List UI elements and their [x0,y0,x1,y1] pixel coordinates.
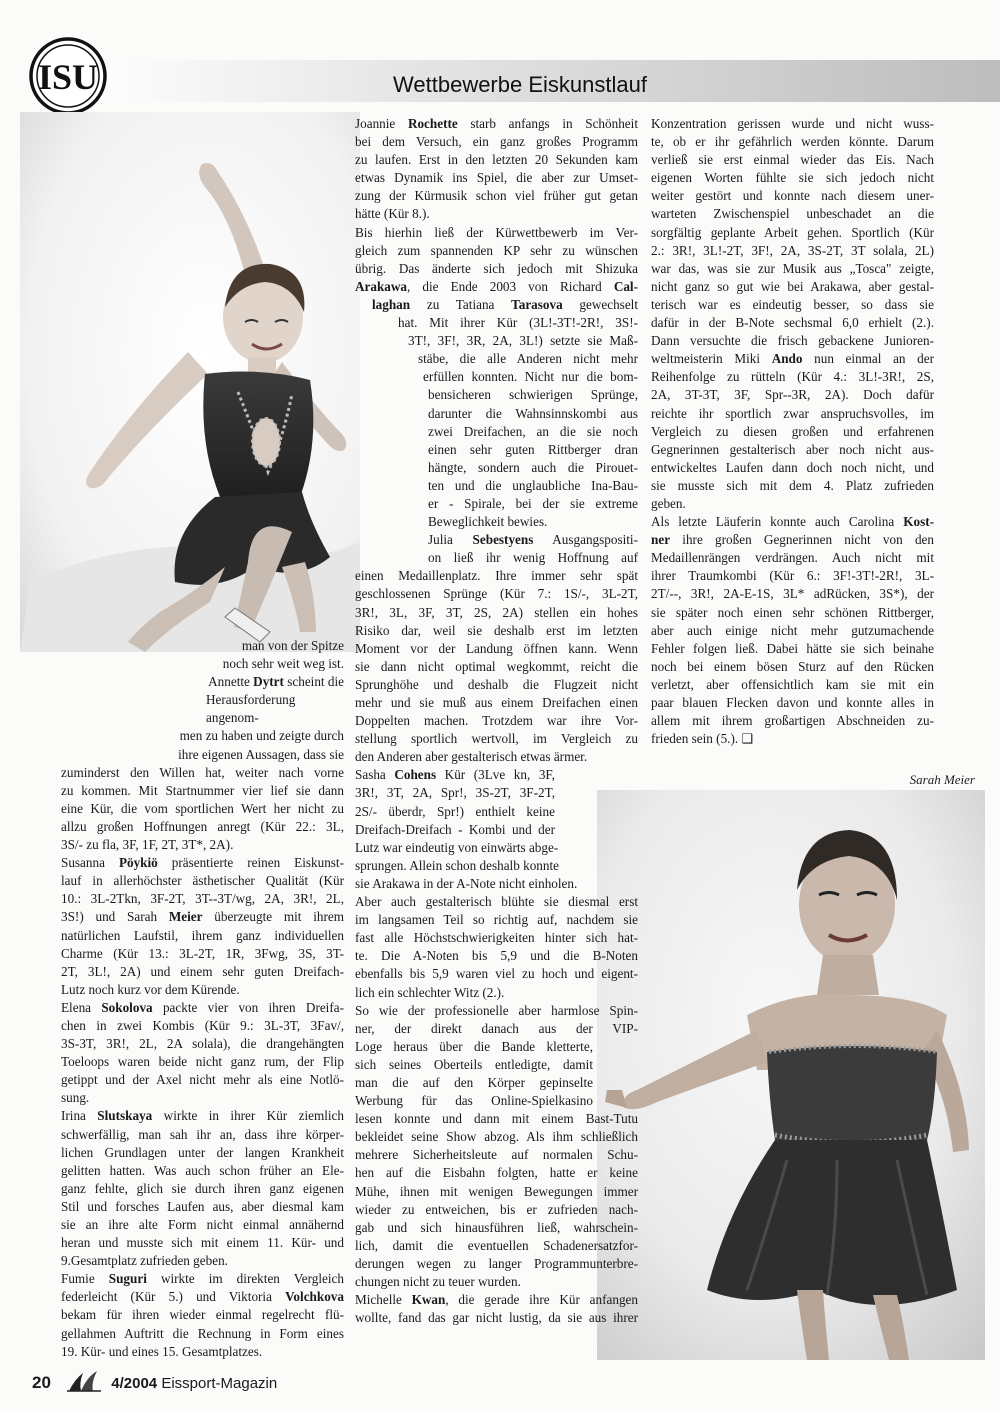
skater-name: Slutskaya [97,1108,153,1124]
text-line: zuminderst den Willen hat, weiter nach vorne [61,764,344,780]
text-line: Reihenfolge zu rütteln (Kür 4.: 3L!-3R!, 2S, [651,369,934,385]
text-line: zu laufen. Erst in den letzten 20 Sekunden kam [355,152,638,168]
text-run: weltmeisterin Miki [651,351,772,367]
text-line: bekleidet seine Show abzog. Als ihm schließlich [355,1129,638,1145]
text-line: sie dann nicht optimal wegkommt, reicht die [355,658,638,674]
skater-name: laghan [372,296,411,312]
text-line: Loge heraus über die Bande kletterte, [355,1038,593,1054]
text-line: 10.: 3L-2Tkn, 3F-2T, 3T--3T/wg, 2A, 3R!, 2L, [61,891,344,907]
text-line: Gegnerinnen gestalterisch aber noch nicht aus- [651,441,934,457]
text-line: sorgfältig geplante Arbeit gehen. Sportlich (Kür [651,224,934,240]
text-line: ebenfalls bis 5,9 waren viel zu hoch und eigent- [355,966,638,982]
text-line: natürlichen Laufstil, ihrem ganz individuellen [61,927,344,943]
text-run: starb anfangs in Schönheit [457,116,638,131]
text-line: zwei Dreifachen, an die sie noch [428,423,638,439]
text-line: Medaillenrängen verdrängen. Auch nicht mit [651,550,934,566]
text-line: sie musste sich mit dem 4. Platz zufrieden [651,477,934,493]
text-line [61,1288,344,1306]
text-line: wieder zu entweichen, bis er zufrieden nach- [355,1201,638,1217]
skater-name: Rochette [407,116,458,131]
text-run: , die Ende 2003 von Richard [407,278,614,294]
text-line: 2T, 3L!, 2A) und einem sehr guten Dreifach- [61,963,344,979]
text-line: mehrere Sicherheitsleute auf normalen Schu- [355,1147,638,1163]
text-line: bei dem Versuch, ein ganz großes Programm [355,134,638,150]
text-line: frieden sein (5.). ❑ [651,731,754,747]
text-line: Dann versuchte die frisch gebackene Junioren- [651,333,934,349]
skater-name: Sebestyens [472,532,534,548]
text-line: schwerfällig, man sah ihr an, dass ihre körper- [61,1126,344,1142]
text-line: heran und musste sich mit einem 11. Kür- und [61,1235,344,1251]
text-line: Mühe, ihnen mit wenigen Bewegungen immer [355,1183,638,1199]
text-line [372,296,638,314]
skater-name: Kost- [903,514,934,530]
skater-name: Ando [771,351,803,367]
text-run: Irina [61,1108,98,1124]
text-line [61,1107,344,1125]
text-line: ner, der direkt danach aus der VIP- [355,1020,638,1036]
text-line: lichen Grundlagen unter der langen Krankheit [61,1144,344,1160]
text-line: stäbe, die alle Anderen nicht mehr [418,351,638,367]
text-line [61,673,344,691]
text-line: sprungen. Allein schon deshalb konnte [355,857,560,873]
text-line: Fehler folgen ließ. Dabei hätte sie sich beinahe [651,640,934,656]
text-line: 3R!, 3T, 2A, Spr!, 3S-2T, 3F-2T, [355,785,555,801]
text-line: men zu haben und zeigte durch [179,728,344,744]
skater-name: Kwan [411,1292,446,1308]
text-line [651,513,934,531]
text-line: Lutz noch kurz vor dem Kürende. [61,981,240,997]
text-line: lich, damit die eventuellen Schadenersatzfor- [355,1237,638,1253]
text-line [428,531,638,549]
text-line [61,854,344,872]
skater-name: Suguri [108,1271,147,1287]
text-line: Konzentration gerissen wurde und nicht wuss- [651,116,934,131]
text-line: allzu großen Hoffnungen anregt (Kür 22.: 3L, [61,818,344,834]
article-column-left [61,637,344,1361]
text-line: 3R!, 3L, 3F, 3T, 2S, 2A) stellen ein hohes [355,604,638,620]
text-line: man von der Spitze [241,638,344,653]
issue-number: 4/2004 [111,1375,158,1392]
caption-name: Sarah Meier [909,772,975,787]
text-line: chen in zwei Kombis (Kür 9.: 3L-3T, 3Fav/, [61,1017,344,1033]
text-line: gleich zum spannenden KP sehr zu wünschen [355,242,638,258]
text-line: sie an ihre alte Form nicht einmal annähernd [61,1217,344,1232]
text-line: Vergleich zu diesen großen und erfahrenen [651,423,934,439]
text-line: Stil und forsches Laufen aus, aber diesmal kam [61,1198,344,1214]
text-line: etwas Dynamik ins Spiel, die aber zur Umset- [355,170,638,186]
photo-sarah-meier [597,790,985,1360]
text-line: getippt und der Axel nicht mehr als eine Notlö- [61,1072,344,1088]
text-line: man die auf den Körper gepinselte [355,1074,593,1090]
text-run: ihre großen Gegnerinnen nicht von den [670,532,934,548]
text-run: Michelle [355,1292,412,1308]
text-line: stellung sportlich wertvoll, im Vergleich zu [355,731,638,747]
text-line: hängte, sondern auch die Pirouet- [428,459,638,475]
page-title: Wettbewerbe Eiskunstlauf [393,72,647,97]
text-line: verließ sie erst einmal wieder das Eis. Nach [651,152,934,168]
text-line: 3S-3T, 3R!, 2L, 2A solala), die drangehängten [61,1036,344,1052]
text-run: Julia [428,532,473,548]
text-run: zu Tatiana [410,296,512,312]
text-line: sung. [61,1090,90,1106]
text-line: Herausforderung angenom- [206,692,296,726]
text-line: on ließ ihr wenig Hoffnung auf [428,550,638,566]
magazine-logo-icon [65,1369,103,1393]
text-line: gab und sich hinausführen ließ, wahrschein- [355,1219,638,1235]
text-run: packte vier von ihren Dreifa- [152,999,344,1015]
text-line: 3S/- zu fla, 3F, 1F, 2T, 3T*, 2A). [61,837,234,853]
text-line: fast alle Höchstschwierigkeiten hinter sich hat- [355,930,638,946]
text-line: allem mit ihrem großartigen Abschneiden zu- [651,713,934,729]
text-line: warteten Zwischenspiel unbeschadet an die [651,206,934,222]
text-line: übrig. Das änderte sich jedoch mit Shizuka [355,260,638,276]
text-line: ihre eigenen Aussagen, dass sie [178,746,344,762]
skater-name: Meier [168,909,203,925]
text-line: ihrer Traumkombi (Kür 6.: 3F!-3T!-2R!, 3L- [651,568,934,584]
text-line: 2T/--, 3R!, 2A-E-1S, 3L* adRücken, 3S*), der [651,586,934,602]
text-line: Sprunghöhe und deshalb die Flugzeit nicht [355,676,638,692]
page-number: 20 [32,1373,51,1392]
text-line [61,1270,344,1288]
text-line: chungen nicht zu teuer wurden. [355,1274,521,1289]
text-line: geben. [651,495,686,511]
text-line: zung der Kürmusik schon viel früher gut getan [355,188,638,204]
text-line: eigenen Worten fühlte sie sich jedoch nicht [651,170,934,186]
text-run: nun einmal an der [802,351,934,367]
text-run: scheint die [283,674,344,690]
text-line: dafür in der B-Note sechsmal 6,0 erhielt (2.). [651,315,934,331]
text-line: im langsamen Teil so richtig auf, nachdem sie [355,912,638,928]
text-line: Aber auch gestalterisch blühte sie diesmal erst [355,894,638,910]
text-line: erfüllen konnten. Nicht nur die bom- [423,369,638,385]
text-line: sie Arakawa in der A-Note nicht einholen. [355,875,578,891]
text-line: 19. Kür- und eines 15. Gesamtplatzes. [61,1343,263,1359]
text-line: wollte, fand das gar nicht lustig, da sie aus ihrer [355,1310,638,1326]
text-run: Susanna [61,855,119,871]
magazine-name: Eissport-Magazin [161,1375,278,1392]
text-line: ganz fehlte, glich sie durch ihren ganz eigenen [61,1180,344,1196]
text-line [355,115,638,133]
text-line: mehr und sie muß aus einem Dreifachen einen [355,695,638,710]
text-run: überzeugte mit ihrem [202,909,344,925]
text-run: 3S!) und Sarah [61,909,169,925]
text-line [355,278,638,296]
text-line: zu kommen. Mit Startnummer vier lief sie dann [61,782,344,798]
text-line: gellahmen Auftritt die Rechnung in Form eines [61,1325,344,1341]
text-line: 3T!, 3F!, 3R, 2A, 3L!) setzte sie Maß- [408,333,638,349]
text-line: Werbung für das Online-Spielkasino [355,1093,593,1109]
page-footer [32,1369,277,1393]
text-line: war das, was sie zur Musik aus „Tosca" zeigte, [651,260,934,276]
text-line: einen sehr guten Rittberger dran [428,441,638,457]
text-run: Fumie [61,1271,109,1287]
article-column-right [651,115,934,748]
text-line: paar blauen Flecken davon und konnte alles in [651,695,934,710]
text-line: nicht ganz so gut wie bei Arakawa, aber gestal- [651,278,934,294]
skater-name: ner [651,532,671,548]
text-line: bensicheren schwierigen Sprünge, [428,387,638,403]
text-run: Kür (3Lve kn, 3F, [436,767,555,783]
skater-name: Sokolova [101,999,153,1015]
text-line: Doppelten machen. Trotzdem war ihre Vor- [355,713,638,729]
text-line: te, ob er ihr gefährlich werden könnte. Darum [651,134,934,150]
text-line: lauf in allerhöchster ästhetischer Qualität (Kür [61,873,344,889]
text-line: Lutz war eindeutig von einwärts abge- [355,839,559,855]
text-line: aber auch einige nicht mehr gutzumachende [651,622,934,638]
isu-logo-icon [28,36,108,116]
text-line: 2S/- überdr, Spr!) enthielt keine [355,803,555,819]
text-line: gelitten hatten. Was auch schon früher an Ele- [61,1162,344,1178]
text-run: Annette [208,674,254,690]
text-line: noch sehr weit weg ist. [222,656,344,672]
text-line: terisch war es eindeutig besser, so dass sie [651,296,934,312]
text-line: hätte (Kür 8.). [355,206,430,222]
text-run: federleicht (Kür 5.) und Viktoria [61,1289,286,1305]
text-line: verletzt, aber offensichtlich kam sie mit ein [651,676,934,692]
skater-name: Cal- [613,278,638,294]
text-line: Charme (Kür 13.: 3L-2T, 1R, 3Fwg, 3S, 3T- [61,945,344,961]
text-line [355,766,555,784]
text-line: den Anderen aber gestalterisch etwas ärmer. [355,749,588,765]
text-line: er - Spirale, bei der sie extreme [428,495,638,511]
text-line: hat. Mit ihrer Kür (3L!-3T!-2R!, 3S!- [398,315,638,331]
text-line [651,350,934,368]
text-line [61,999,344,1017]
text-run: wirkte im direkten Vergleich [146,1271,344,1287]
text-line: einen Medaillenplatz. Ihre immer sehr spät [355,568,638,584]
skater-name: Pöykiö [118,855,158,871]
text-line: Moment vor der Landung öffnen kann. Wenn [355,640,638,656]
text-line: Bis hierhin ließ der Kürwettbewerb im Ver- [355,224,638,240]
text-run: Sasha [355,767,395,783]
text-run: Als letzte Läuferin konnte auch Carolina [651,514,904,530]
svg-text:ISU: ISU [37,57,99,97]
text-run: wirkte in ihrer Kür ziemlich [152,1108,344,1124]
text-line: lesen konnte und dann mit einem Bast-Tutu [355,1111,638,1127]
text-line: 2A, 3T-3T, 3F, Spr--3R, 2A). Doch dafür [651,387,934,403]
skater-name: Tarasova [511,296,563,312]
text-run: Elena [61,999,102,1015]
text-line: Risiko dar, weil sie deshalb erst im letzten [355,622,638,638]
text-run: , die gerade ihre Kür anfangen [445,1292,638,1308]
text-run: Ausgangspositi- [533,532,638,548]
text-line [61,908,344,926]
text-run: präsentierte reinen Eiskunst- [157,855,344,871]
text-line: lich ein schlechter Witz (2.). [355,984,505,1000]
text-line: Beweglichkeit bewies. [428,514,548,530]
text-line: noch bei einem bösen Sturz auf den Rücken [651,658,934,674]
skater-name: Volchkova [285,1289,344,1305]
text-line: bekam für ihren wieder einmal regelrecht flü- [61,1307,344,1323]
article-column-middle [355,115,640,1327]
text-line: darunter die Wahnsinnskombi aus [428,405,638,421]
text-line: sich seines Oberteils entledigte, damit [355,1056,593,1072]
skater-name: Cohens [394,767,437,783]
text-line: hen auf die Eisbahn folgten, hatte er keine [355,1165,638,1181]
text-line: 2.: 3R!, 3L!-2T, 3F!, 2A, 3S-2T, 3T solala, 2L) [651,242,934,258]
text-line: derungen wegen zu langer Programmunterbre- [355,1255,638,1271]
text-line: Dreifach-Dreifach - Kombi und der [355,821,555,837]
photo-carolina-kostner [20,112,360,652]
text-line [651,531,934,549]
text-line [355,1291,638,1309]
text-line: Toeloops waren beide nicht ganz rum, der Flip [61,1054,344,1070]
text-line: te. Die A-Noten bis 5,9 und die B-Noten [355,948,638,964]
text-line: entwickeltes Laufen dann doch noch nicht, und [651,459,934,475]
text-line: sie später noch einen sehr schönen Rittberger, [651,604,934,620]
text-run: gewechselt [562,296,638,312]
skater-name: Dytrt [253,674,284,690]
text-line: reichte ihr sportlich zwar anspruchsvolles, im [651,405,934,421]
text-line: eine Kür, die vom sportlichen Wert her nicht zu [61,800,344,816]
text-line: So wie der professionelle aber harmlose Spin- [355,1002,638,1018]
text-line: weiter gestört und konnte nach diesem uner- [651,188,934,204]
text-run: Joannie [355,116,408,131]
text-line: geschlossenen Sprünge (Kür 7.: 1S/-, 3L-2T, [355,586,638,602]
skater-name: Arakawa [355,278,408,294]
text-line: ten und die unglaubliche Ina-Bau- [428,477,638,493]
text-line: 9.Gesamtplatz zufrieden geben. [61,1253,228,1269]
